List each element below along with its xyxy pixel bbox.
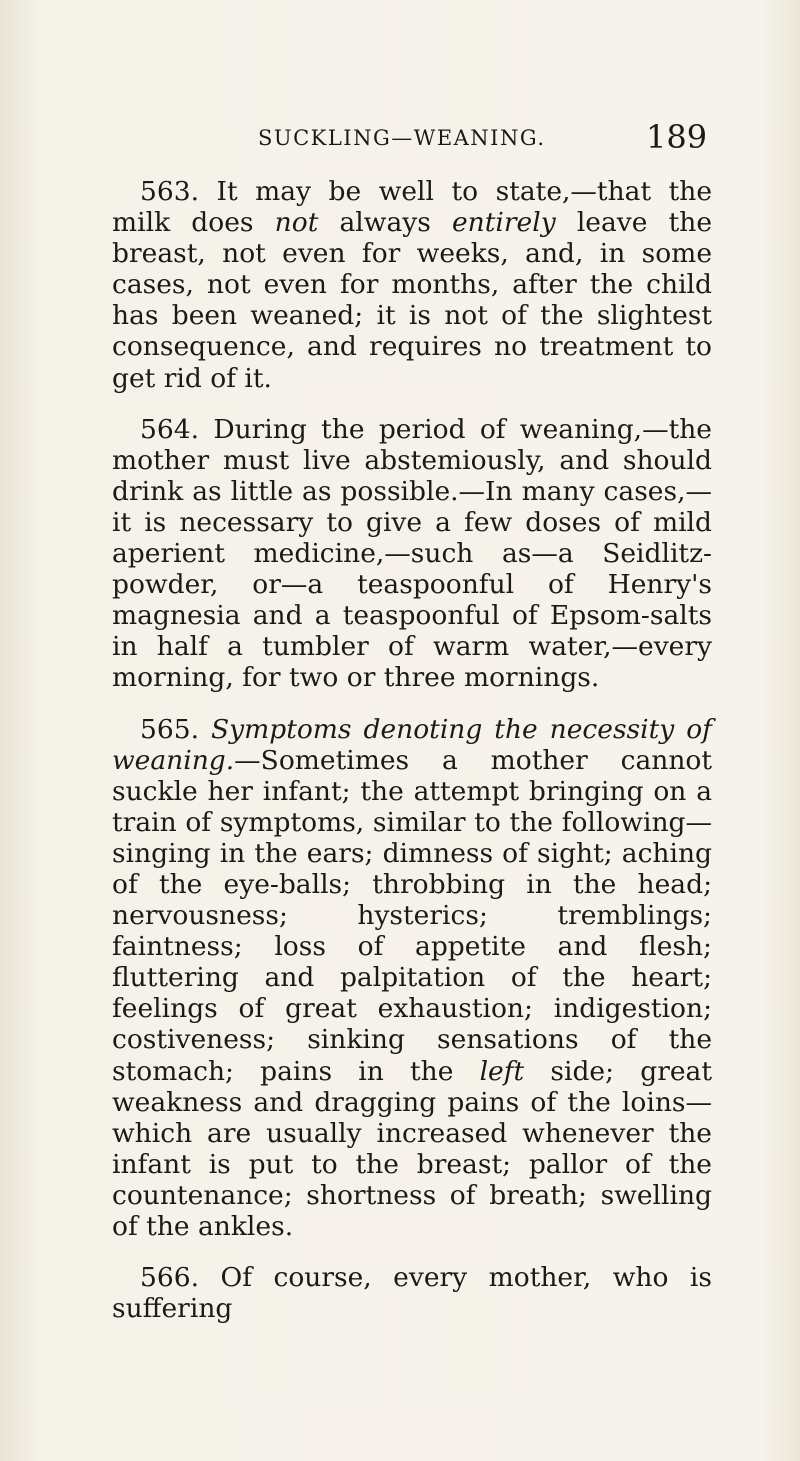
text-segment: —Sometimes a mother cannot suckle her infant; the attempt bringing on a train of symptoms, similar to the following—singing in the ears; dimness of sight; aching of the eye-balls; throbbing in the head; nervousness; hysterics; tremblings; faintness; loss of appetite and flesh; fluttering and palpitation of the heart; feelings of great exhaustion; indigestion; costiveness; sinking sensations of the stomach; pains in the [112, 744, 712, 1087]
paragraph-564 [112, 414, 712, 694]
italic-segment: entirely [452, 207, 556, 239]
text-segment: leave the breast, not even for weeks, and, in some cases, not even for months, after the child has been weaned; it is not of the slightest consequence, and requires no treatment to get rid of it. [112, 207, 713, 394]
body-text [112, 176, 712, 1324]
running-head: SUCKLING—WEANING. [258, 126, 546, 150]
paragraph-563 [112, 176, 712, 394]
text-segment: 564. During the period of weaning,—the mother must live abstemiously, and should drink as little as possible.—In many cases,—it is necessary to give a few doses of mild aperient medicine,—such as—a Seidlitz-powder, or—a teaspoonful of Henry's magnesia and a teaspoonful of Epsom-salts in half a tumbler of warm water,—every morning, for two or three mornings. [112, 413, 712, 694]
text-segment: 565. [140, 713, 211, 745]
paragraph-566 [112, 1262, 712, 1324]
italic-segment: not [274, 207, 319, 239]
italic-heading: Symptoms denoting the necessity of weaning. [112, 713, 712, 776]
text-segment: 563. It may be well to state,—that the milk does [112, 176, 712, 239]
italic-segment: left [479, 1055, 525, 1087]
page-header [0, 118, 800, 158]
text-segment: 566. Of course, every mother, who is suffering [112, 1262, 712, 1325]
text-segment: side; great weakness and dragging pains of the loins—which are usually increased whenever the infant is put to the breast; pallor of the countenance; shortness of breath; swelling of the ankles. [112, 1055, 712, 1242]
page-number: 189 [646, 118, 708, 156]
text-segment: always [318, 207, 452, 239]
paragraph-565 [112, 714, 712, 1243]
